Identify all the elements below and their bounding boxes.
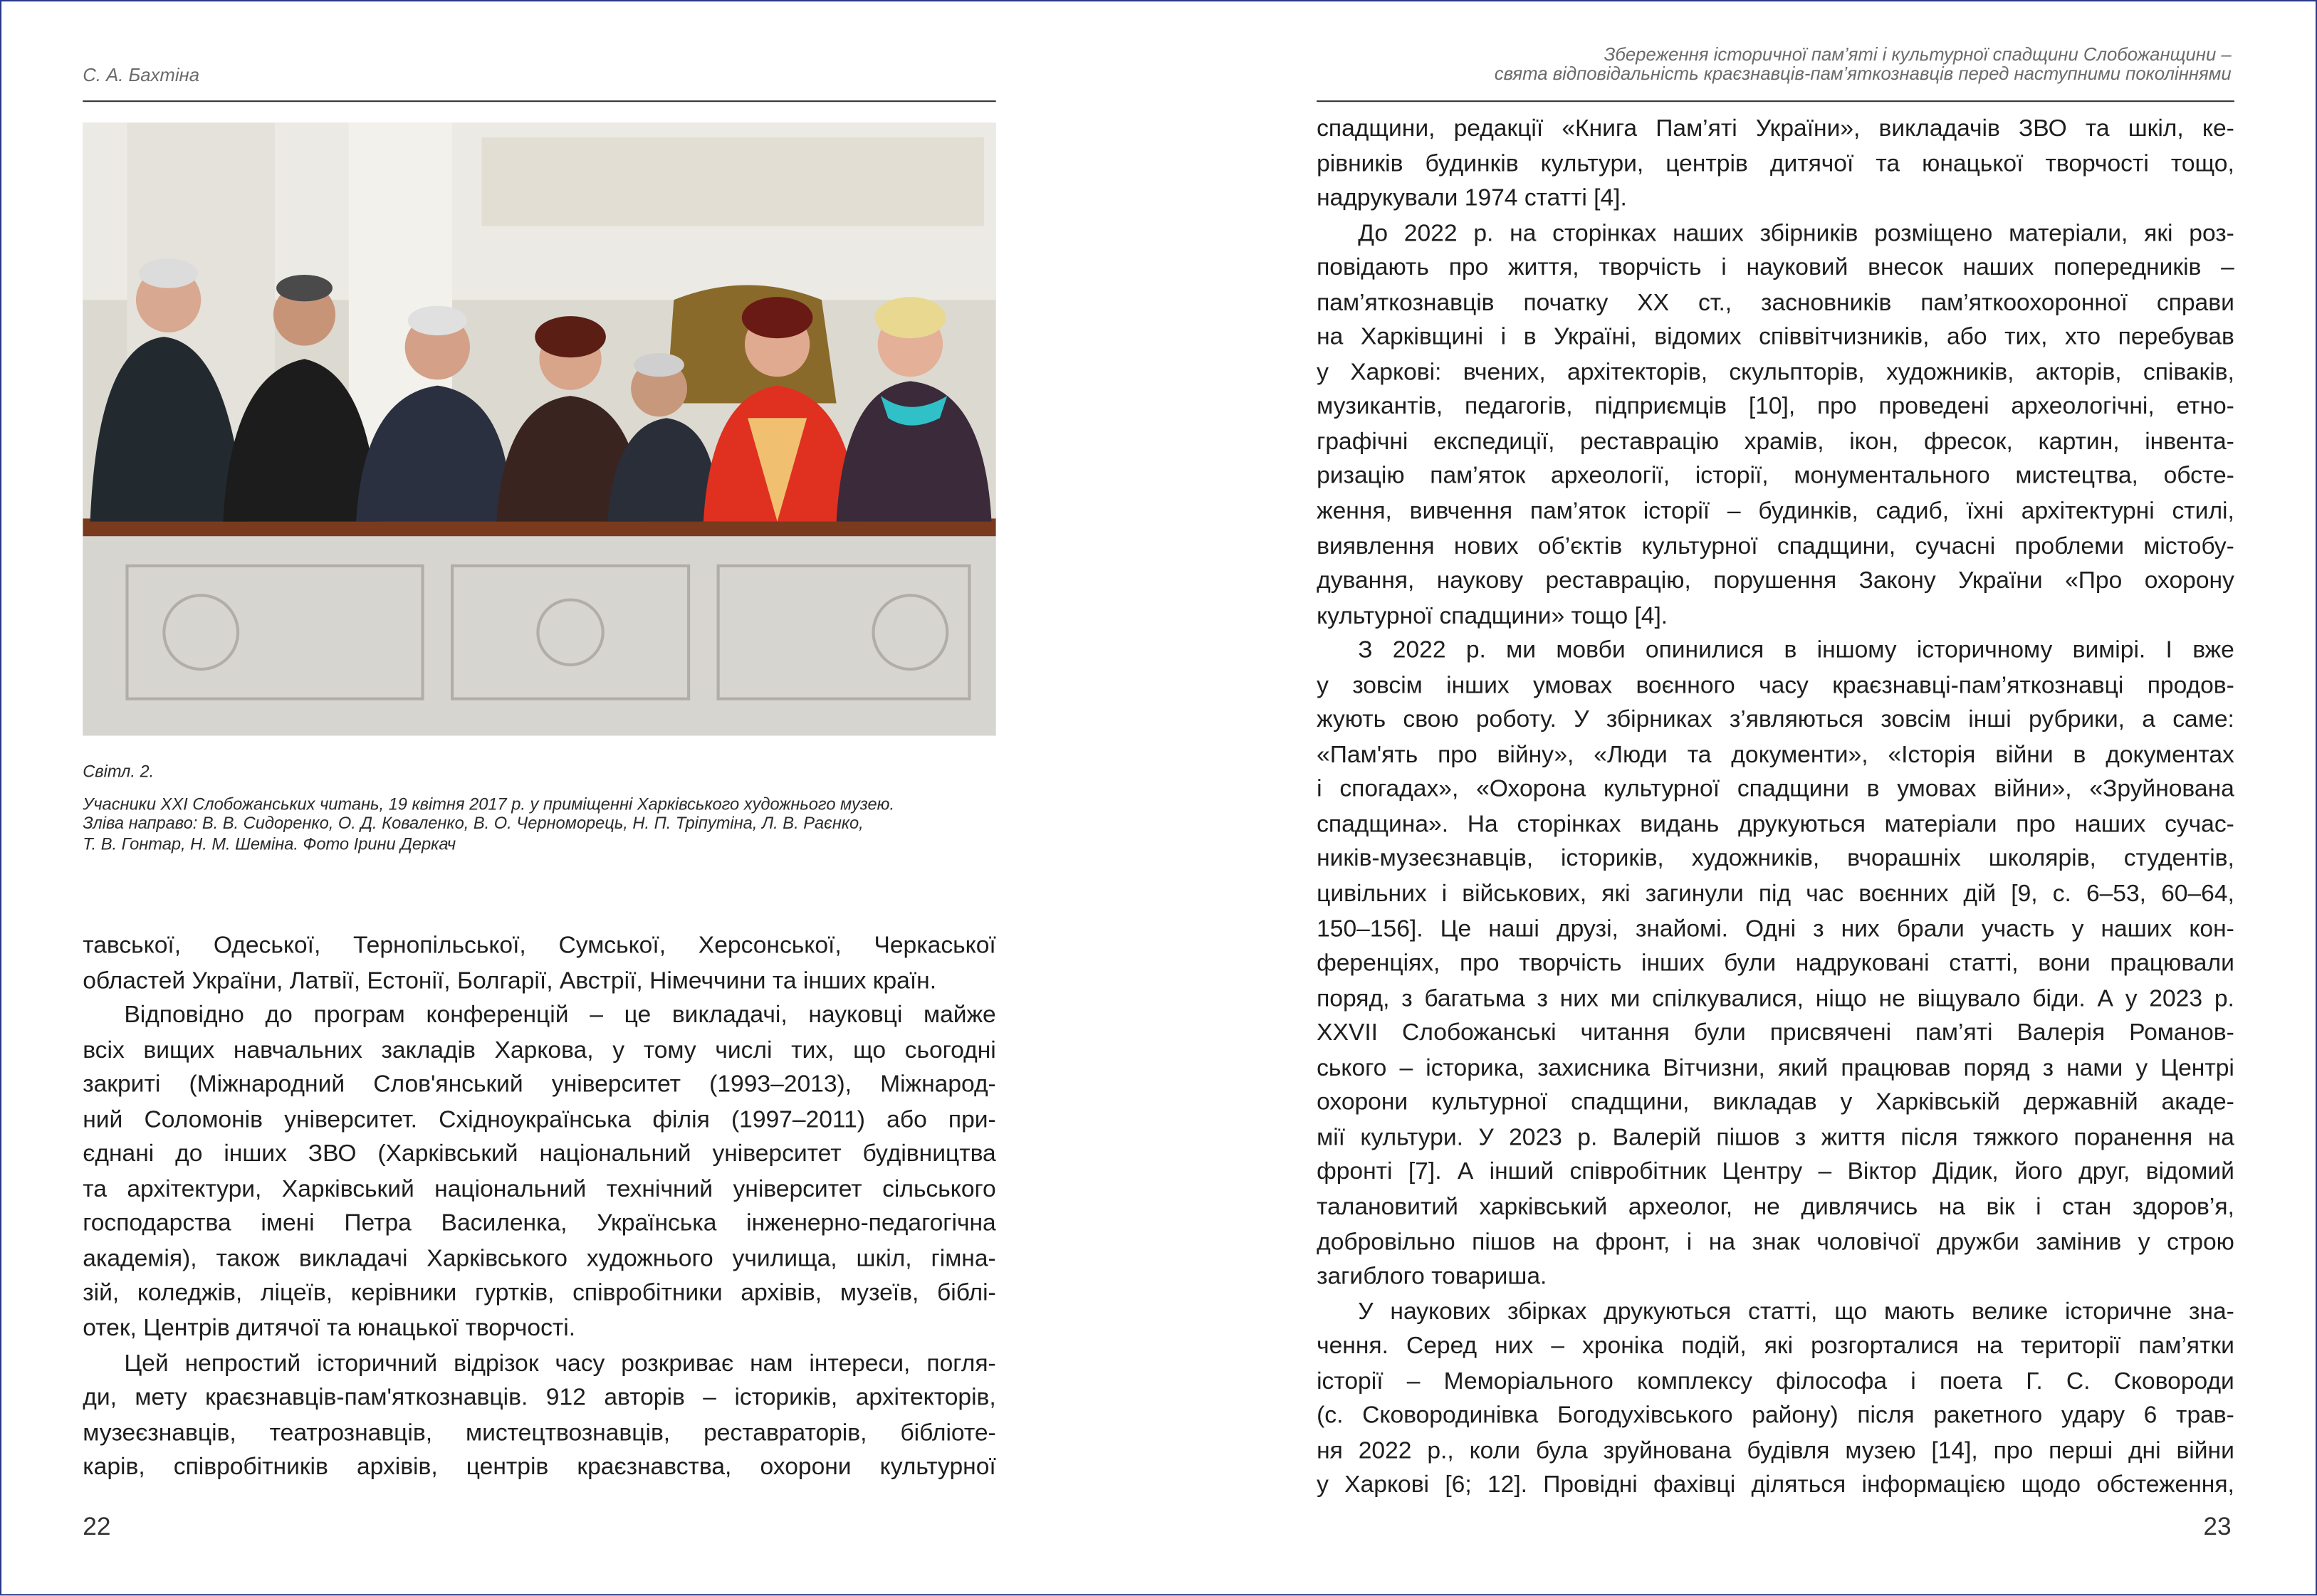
text-line: (с. Сковородинівка Богодухівського району) після ракетного удару 6 трав-	[1317, 1402, 2234, 1429]
right-running-header	[1495, 46, 2232, 84]
text-line: музеєзнавців, театрознавців, мистецтвознавців, реставраторів, бібліоте-	[83, 1419, 996, 1447]
text-line: на Харківщині і в Україні, відомих співвітчизників, або тих, хто перебував	[1317, 324, 2234, 351]
text-line: областей України, Латвії, Естонії, Болгарії, Австрії, Німеччини та інших країн.	[83, 967, 937, 994]
text-line: єднані до інших ЗВО (Харківський національний університет будівництва	[83, 1140, 996, 1168]
text-line: та архітектури, Харківський національний технічний університет сільського	[83, 1175, 996, 1202]
text-line: ризацію пам’яток археології, історії, монументального мистецтва, обсте-	[1317, 463, 2234, 490]
text-line: мії культури. У 2023 р. Валерій пішов з життя після тяжкого поранення на	[1317, 1124, 2234, 1151]
caption-line: Т. В. Гонтар, Н. М. Шеміна. Фото Ірини Деркач	[83, 836, 456, 854]
text-line: надрукували 1974 статті [4].	[1317, 184, 1627, 211]
text-line: У наукових збірках друкуються статті, що мають велике історичне зна-	[1358, 1298, 2234, 1325]
caption-line: Учасники XXI Слобожанських читань, 19 квітня 2017 р. у приміщенні Харківського художнього музею.	[83, 795, 895, 814]
text-line: «Пам'ять про війну», «Люди та документи», «Історія війни в документах	[1317, 741, 2234, 768]
text-line: дування, наукову реставрацію, порушення Закону України «Про охорону	[1317, 567, 2234, 594]
text-line: рівників будинків культури, центрів дитячої та юнацької творчості тощо,	[1317, 149, 2234, 177]
text-line: і спогадах», «Охорона культурної спадщини в умовах війни», «Зруйнована	[1317, 776, 2234, 803]
text-line: пам’яткознавців початку ХХ ст., засновників пам’яткоохоронної справи	[1317, 289, 2234, 316]
photo-caption	[83, 764, 1006, 856]
photo-illustration	[83, 122, 996, 735]
text-line: повідають про життя, творчість і науковий внесок наших попередників –	[1317, 254, 2234, 281]
text-line: у зовсім інших умовах воєнного часу краєзнавці-пам’яткознавці продов-	[1317, 671, 2234, 699]
caption-line: Зліва направо: В. В. Сидоренко, О. Д. Коваленко, В. О. Черноморець, Н. П. Тріпутіна, Л. В. Раєнко,	[83, 815, 864, 834]
text-line: спадщини, редакції «Книга Пам’яті України», викладачів ЗВО та шкіл, ке-	[1317, 115, 2234, 142]
text-line: добровільно пішов на фронт, і на знак чоловічої дружби замінив у строю	[1317, 1228, 2234, 1255]
right-page-number: 23	[2203, 1513, 2232, 1541]
left-body-text	[83, 929, 996, 1486]
caption-label: Світл. 2.	[83, 763, 155, 782]
text-line: закриті (Міжнародний Слов'янський університет (1993–2013), Міжнарод-	[83, 1071, 996, 1098]
text-line: отек, Центрів дитячої та юнацької творчості.	[83, 1315, 576, 1342]
text-line: цивільних і військових, які загинули під час воєнних дій [9, с. 6–53, 60–64,	[1317, 880, 2234, 908]
text-line: жують свою роботу. У збірниках з’являються зовсім інші рубрики, а саме:	[1317, 706, 2234, 733]
text-line: спадщина». На сторінках видань друкуються матеріали про наших сучас-	[1317, 811, 2234, 838]
text-line: ження, вивчення пам’яток історії – будинків, садиб, їхні архітектурні стилі,	[1317, 498, 2234, 525]
left-header-rule	[83, 100, 996, 102]
text-line: господарства імені Петра Василенка, Українська інженерно-педагогічна	[83, 1210, 996, 1237]
group-photo	[83, 122, 996, 735]
text-line: Відповідно до програм конференцій – це викладачі, науковці майже	[124, 1002, 996, 1029]
text-line: ня 2022 р., коли була зруйнована будівля музею [14], про перші дні війни	[1317, 1437, 2234, 1464]
text-line: академія), також викладачі Харківського художнього училища, шкіл, гімна-	[83, 1245, 996, 1272]
text-line: культурної спадщини» тощо [4].	[1317, 602, 1668, 629]
text-line: Цей непростий історичний відрізок часу розкриває нам інтереси, погля-	[124, 1349, 996, 1377]
text-line: ників-музеєзнавців, істориків, художників, вчорашніх школярів, студентів,	[1317, 846, 2234, 873]
text-line: тавської, Одеської, Тернопільської, Сумської, Херсонської, Черкаської	[83, 932, 996, 959]
left-running-header: С. А. Бахтіна	[83, 65, 200, 86]
right-body-text	[1317, 112, 2234, 1504]
text-line: До 2022 р. на сторінках наших збірників розміщено матеріали, які роз-	[1358, 219, 2234, 246]
text-line: ського – історика, захисника Вітчизни, який працював поряд з нами у Центрі	[1317, 1054, 2234, 1081]
text-line: ференціях, про творчість інших були надруковані статті, вони працювали	[1317, 950, 2234, 977]
text-line: у Харкові [6; 12]. Провідні фахівці діляться інформацією щодо обстеження,	[1317, 1471, 2234, 1499]
left-page-number: 22	[83, 1513, 111, 1541]
text-line: у Харкові: вчених, архітекторів, скульпторів, художників, акторів, співаків,	[1317, 358, 2234, 386]
text-line: графічні експедиції, реставрацію храмів, ікон, фресок, картин, інвента-	[1317, 428, 2234, 456]
text-line: ди, мету краєзнавців-пам'яткознавців. 912 авторів – істориків, архітекторів,	[83, 1384, 996, 1412]
text-line: всіх вищих навчальних закладів Харкова, у тому числі тих, що сьогодні	[83, 1036, 996, 1064]
text-line: талановитий харківський археолог, не дивлячись на вік і стан здоров’я,	[1317, 1193, 2234, 1221]
text-line: зій, коледжів, ліцеїв, керівники гуртків, співробітники архівів, музеїв, біблі-	[83, 1280, 996, 1307]
text-line: ний Соломонів університет. Східноукраїнська філія (1997–2011) або при-	[83, 1106, 996, 1133]
text-line: чення. Серед них – хроніка подій, які розгорталися на території пам’ятки	[1317, 1333, 2234, 1360]
header-line: свята відповідальність краєзнавців-пам’яткознавців перед наступними поколіннями	[1494, 63, 2232, 85]
text-line: загиблого товариша.	[1317, 1263, 1547, 1290]
text-line: 150–156]. Це наші друзі, знайомі. Одні з них брали участь у наших кон-	[1317, 915, 2234, 943]
text-line: музикантів, педагогів, підприємців [10], про проведені археологічні, етно-	[1317, 393, 2234, 421]
right-header-rule	[1317, 100, 2234, 102]
text-line: виявлення нових об’єктів культурної спадщини, сучасні проблеми містобу-	[1317, 532, 2234, 560]
header-line: Збереження історичної пам’яті і культурної спадщини Слобожанщини –	[1604, 44, 2232, 65]
text-line: фронті [7]. А інший співробітник Центру – Віктор Дідик, його друг, відомий	[1317, 1158, 2234, 1186]
text-line: охорони культурної спадщини, викладав у Харківській державній акаде-	[1317, 1089, 2234, 1116]
text-line: історії – Меморіального комплексу філософа і поета Г. С. Сковороди	[1317, 1367, 2234, 1395]
text-line: З 2022 р. ми мовби опинилися в іншому історичному вимірі. І вже	[1358, 636, 2234, 664]
text-line: XXVII Слобожанські читання були присвячені пам’яті Валерія Романов-	[1317, 1019, 2234, 1046]
text-line: карів, співробітників архівів, центрів краєзнавства, охорони культурної	[83, 1454, 996, 1481]
text-line: поряд, з багатьма з них ми спілкувалися, ніщо не віщувало біди. А у 2023 р.	[1317, 985, 2234, 1012]
